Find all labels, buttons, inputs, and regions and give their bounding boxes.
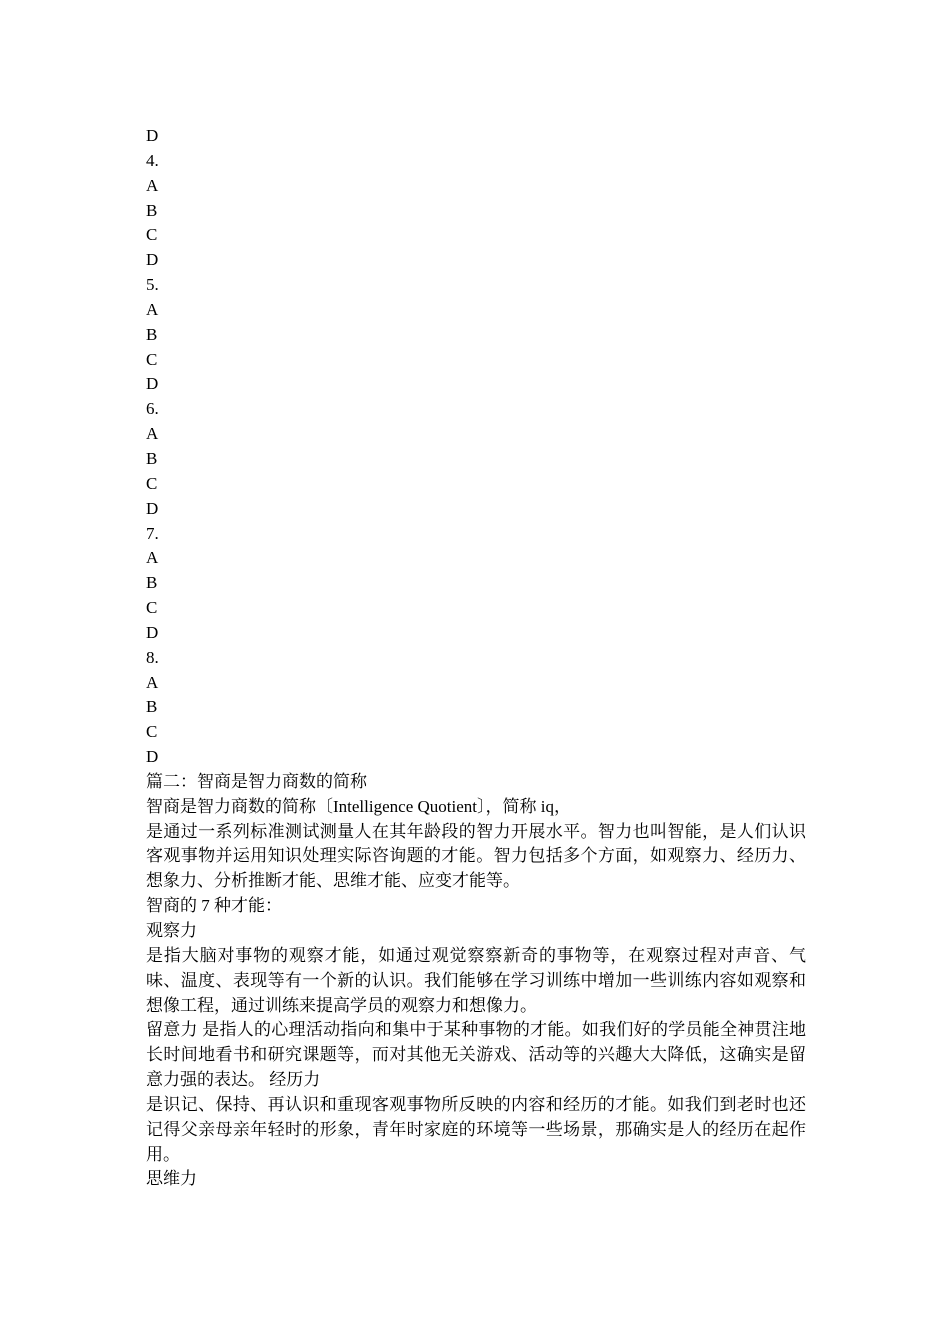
memory-paragraph: 是识记、保持、再认识和重现客观事物所反映的内容和经历的才能。如我们到老时也还记得父亲母亲年轻时的形象，青年时家庭的环境等一些场景，那确实是人的经历在起作用。	[146, 1094, 806, 1164]
answer-line: B	[146, 200, 158, 220]
answer-line: C	[146, 225, 158, 245]
answer-line: A	[146, 175, 159, 195]
answer-line: B	[146, 697, 158, 717]
answer-line: C	[146, 473, 158, 493]
answer-line: B	[146, 448, 158, 468]
answer-line: C	[146, 598, 158, 618]
question-number: 6.	[146, 399, 159, 419]
intro-paragraph: 是通过一系列标准测试测量人在其年龄段的智力开展水平。智力也叫智能，是人们认识客观事物并运用知识处理实际咨询题的才能。智力包括多个方面，如观察力、经历力、想象力、分析推断才能、思维才能、应变才能等。	[146, 821, 806, 891]
answer-line: D	[146, 374, 159, 394]
section-title: 篇二：智商是智力商数的简称	[146, 771, 367, 791]
answer-line: C	[146, 349, 158, 369]
answer-line: A	[146, 548, 159, 568]
document-page	[146, 124, 806, 1192]
answer-line: A	[146, 299, 159, 319]
answer-line: B	[146, 573, 158, 593]
answer-line: C	[146, 722, 158, 742]
question-number: 5.	[146, 275, 159, 295]
answer-line: A	[146, 424, 159, 444]
answer-line: D	[146, 622, 159, 642]
intro-first-line: 智商是智力商数的简称〔Intelligence Quotient〕，简称 iq，	[146, 796, 571, 816]
answer-line: B	[146, 324, 158, 344]
answer-line: D	[146, 250, 159, 270]
abilities-heading: 智商的 7 种才能：	[146, 896, 282, 916]
answer-line: D	[146, 498, 159, 518]
thinking-title: 思维力	[146, 1169, 197, 1189]
answer-line: D	[146, 126, 159, 145]
question-number: 7.	[146, 523, 159, 543]
answer-options-list	[146, 124, 806, 770]
answer-line: D	[146, 747, 159, 767]
question-number: 8.	[146, 647, 159, 667]
observation-title: 观察力	[146, 921, 197, 940]
question-number: 4.	[146, 150, 159, 170]
attention-paragraph: 留意力 是指人的心理活动指向和集中于某种事物的才能。如我们好的学员能全神贯注地长时间地看书和研究课题等，而对其他无关游戏、活动等的兴趣大大降低，这确实是留意力强的表达。 经历力	[146, 1020, 806, 1090]
observation-paragraph: 是指大脑对事物的观察才能，如通过观觉察察新奇的事物等，在观察过程对声音、气味、温度、表现等有一个新的认识。我们能够在学习训练中增加一些训练内容如观察和想像工程，通过训练来提高学员的观察力和想像力。	[146, 945, 806, 1015]
answer-line: A	[146, 672, 159, 692]
